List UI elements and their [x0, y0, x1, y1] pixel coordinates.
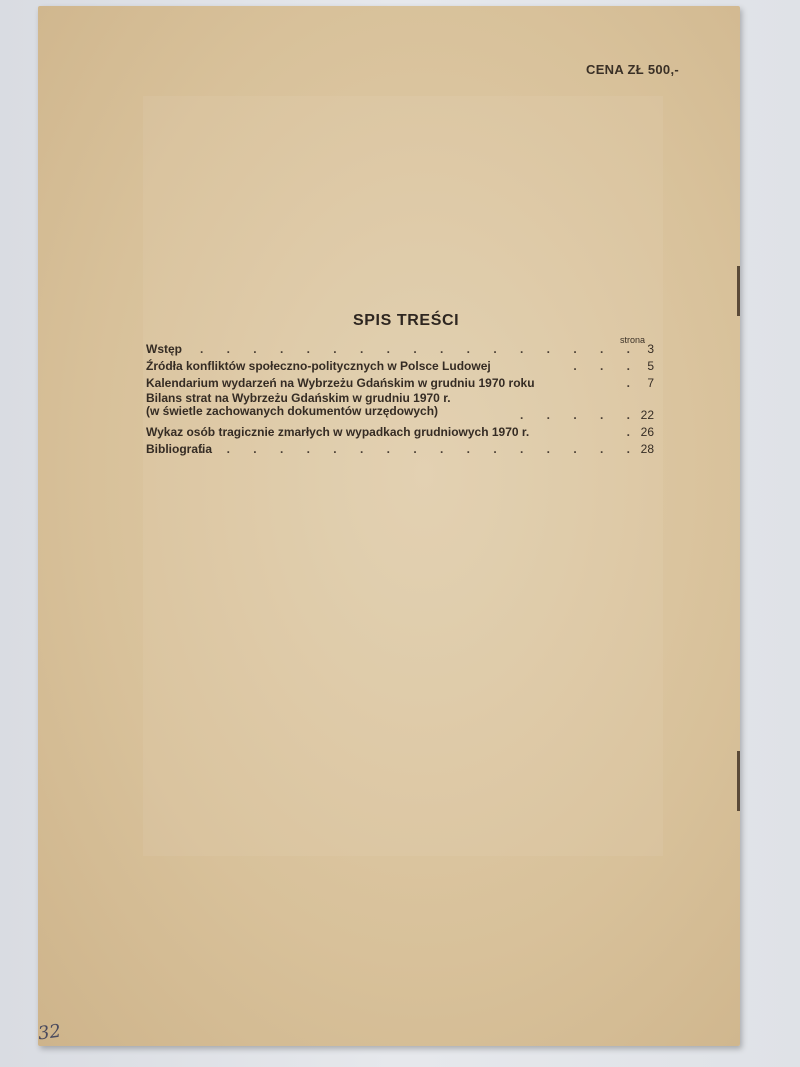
toc-entry-title: Kalendarium wydarzeń na Wybrzeżu Gdańskim w grudniu 1970 roku — [146, 376, 535, 390]
leader-dots: . . . . . . . . . . . . . . . . . — [199, 342, 640, 356]
toc-entry-title: Źródła konfliktów społeczno-politycznych w Polsce Ludowej — [146, 359, 491, 373]
toc-entry — [146, 341, 666, 358]
page-edge-mark — [737, 751, 740, 811]
toc-title: SPIS TREŚCI — [353, 312, 460, 329]
price-label: CENA ZŁ 500,- — [586, 62, 679, 77]
toc-entry-page: 5 — [647, 359, 654, 373]
toc-entry-title: Wstęp — [146, 342, 182, 356]
page-edge-mark — [737, 266, 740, 316]
toc-entry — [146, 375, 666, 392]
leader-dots: . . . . . — [519, 408, 640, 422]
toc-entry-title — [146, 392, 451, 418]
toc-entry-title-line2: (w świetle zachowanych dokumentów urzędowych) — [146, 404, 439, 418]
page-column-header: strona — [620, 335, 646, 345]
handwritten-note: 32 — [36, 1020, 63, 1045]
leader-dots: . . . — [573, 359, 640, 373]
leader-dots: . — [626, 376, 640, 390]
table-of-contents — [146, 341, 666, 458]
leader-dots: . — [626, 425, 640, 439]
toc-entry — [146, 392, 666, 424]
toc-entry-title-line1: Bilans strat na Wybrzeżu Gdańskim w grudniu 1970 r. — [146, 391, 451, 405]
toc-entry-page: 28 — [640, 442, 654, 456]
toc-entry-page: 3 — [647, 342, 654, 356]
toc-entry — [146, 441, 666, 458]
toc-entry-page: 26 — [640, 425, 654, 439]
toc-entry-page: 7 — [647, 376, 654, 390]
toc-entry-page: 22 — [640, 408, 654, 422]
toc-entry — [146, 358, 666, 375]
toc-entry — [146, 424, 666, 441]
leader-dots: . . . . . . . . . . . . . . . . . — [199, 442, 640, 456]
document-page — [38, 6, 740, 1046]
toc-entry-title: Wykaz osób tragicznie zmarłych w wypadkach grudniowych 1970 r. — [146, 425, 530, 439]
toc-entry-title: Bibliografia — [146, 442, 213, 456]
